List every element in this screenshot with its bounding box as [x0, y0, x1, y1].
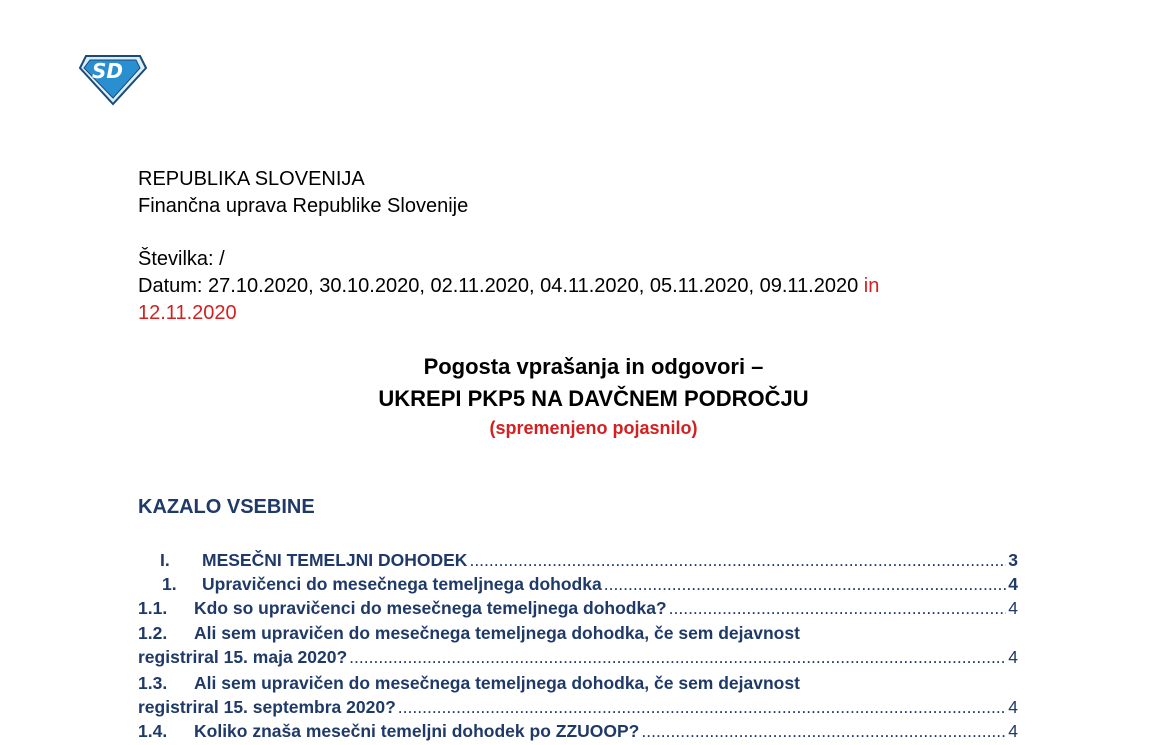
toc-dot-leader	[641, 721, 1006, 742]
toc-dot-leader	[669, 598, 1007, 619]
toc-dot-leader	[349, 647, 1006, 668]
toc-entry-text[interactable]: Ali sem upravičen do mesečnega temeljnega dohodka, če sem dejavnost	[194, 623, 800, 643]
toc-entry[interactable]	[138, 598, 1018, 622]
toc-entry-text[interactable]: Upravičenci do mesečnega temeljnega dohodka	[202, 574, 602, 594]
toc-entry[interactable]	[138, 574, 1018, 598]
date-in-word: in	[863, 275, 880, 297]
toc-entry-text[interactable]: MESEČNI TEMELJNI DOHODEK	[202, 550, 468, 570]
toc-entry[interactable]	[138, 623, 1018, 671]
toc-page-number: 4	[1008, 574, 1018, 594]
toc-entry-text-cont[interactable]: registriral 15. maja 2020?	[138, 647, 348, 667]
toc-entry-number: 1.3.	[138, 673, 168, 693]
republic-name: REPUBLIKA SLOVENIJA	[138, 168, 365, 190]
toc-entry-number: 1.4.	[138, 721, 168, 741]
toc-dot-leader	[398, 697, 1006, 718]
toc-dot-leader	[604, 574, 1007, 595]
toc-entry-number: 1.	[162, 574, 177, 594]
toc-entry[interactable]	[138, 721, 1018, 745]
doc-title-line2: UKREPI PKP5 NA DAVČNEM PODROČJU	[378, 386, 809, 411]
toc-entry-number: 1.1.	[138, 598, 168, 618]
toc-entry-text[interactable]: Koliko znaša mesečni temeljni dohodek po ZZUOOP?	[194, 721, 640, 741]
svg-text:SD: SD	[92, 59, 124, 83]
toc-page-number: 3	[1008, 550, 1018, 570]
doc-title-note: (spremenjeno pojasnilo)	[489, 418, 698, 438]
toc-entry-text[interactable]: Kdo so upravičenci do mesečnega temeljnega dohodka?	[194, 598, 667, 618]
date-line	[138, 273, 879, 299]
toc-entry[interactable]	[138, 550, 1018, 574]
toc-entry-text-cont[interactable]: registriral 15. septembra 2020?	[138, 697, 396, 717]
document-number: Številka: /	[138, 248, 225, 270]
toc-dot-leader	[469, 550, 1006, 571]
date-latest: 12.11.2020	[138, 302, 237, 324]
toc-entry[interactable]	[138, 673, 1018, 721]
doc-title-line1: Pogosta vprašanja in odgovori –	[423, 354, 764, 379]
fu-logo-icon	[78, 46, 148, 106]
toc-page-number: 4	[1008, 647, 1018, 667]
toc-heading: KAZALO VSEBINE	[138, 496, 315, 518]
toc-entry-number: I.	[160, 550, 170, 570]
toc-page-number: 4	[1008, 721, 1018, 741]
toc-page-number: 4	[1008, 598, 1018, 618]
date-values: Datum: 27.10.2020, 30.10.2020, 02.11.2020, 04.11.2020, 05.11.2020, 09.11.2020	[138, 275, 859, 297]
toc-page-number: 4	[1008, 697, 1018, 717]
toc-entry-text[interactable]: Ali sem upravičen do mesečnega temeljnega dohodka, če sem dejavnost	[194, 673, 800, 693]
authority-name: Finančna uprava Republike Slovenije	[138, 195, 469, 217]
toc-entry-number: 1.2.	[138, 623, 168, 643]
